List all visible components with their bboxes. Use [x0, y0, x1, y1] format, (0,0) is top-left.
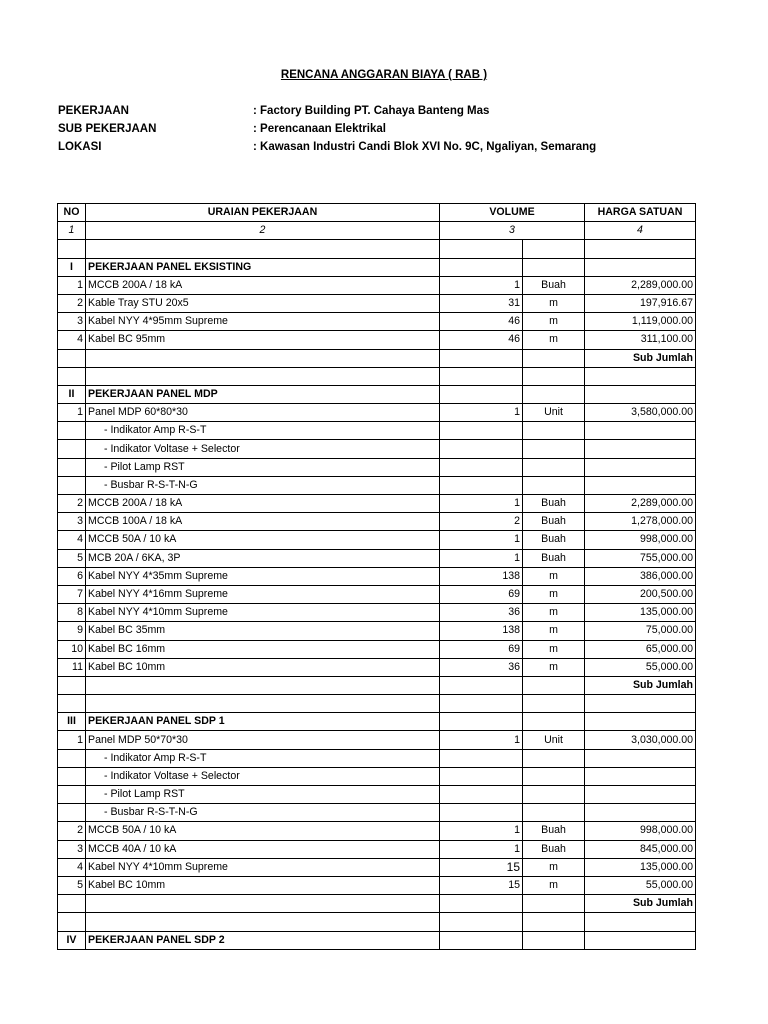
- cell-price: [585, 913, 696, 931]
- cell-unit: m: [523, 658, 585, 676]
- cell-qty: 46: [440, 331, 523, 349]
- table-row: [58, 840, 696, 858]
- cell-price: 75,000.00: [585, 622, 696, 640]
- cell-price: [585, 258, 696, 276]
- cell-price: [585, 476, 696, 494]
- cell-no: 1: [58, 404, 86, 422]
- cell-price: 386,000.00: [585, 567, 696, 585]
- cell-unit: m: [523, 313, 585, 331]
- cell-unit: [523, 767, 585, 785]
- cell-qty: 1: [440, 840, 523, 858]
- cell-price: 3,580,000.00: [585, 404, 696, 422]
- cell-price: 197,916.67: [585, 294, 696, 312]
- cell-price: [585, 422, 696, 440]
- cell-qty: 1: [440, 549, 523, 567]
- cell-desc: MCCB 100A / 18 kA: [86, 513, 440, 531]
- cell-unit: [523, 458, 585, 476]
- cell-price: [585, 767, 696, 785]
- cell-desc: [86, 367, 440, 385]
- cell-desc: MCCB 200A / 18 kA: [86, 276, 440, 294]
- table-row: [58, 658, 696, 676]
- cell-price: 55,000.00: [585, 876, 696, 894]
- cell-price: [585, 440, 696, 458]
- table-number-row: [58, 222, 696, 240]
- cell-no: [58, 767, 86, 785]
- cell-qty: 36: [440, 658, 523, 676]
- cell-qty: [440, 695, 523, 713]
- table-row: [58, 786, 696, 804]
- cell-unit: [523, 240, 585, 258]
- cell-no: 2: [58, 822, 86, 840]
- cell-qty: [440, 931, 523, 949]
- cell-no: I: [58, 258, 86, 276]
- cell-unit: [523, 931, 585, 949]
- cell-qty: 2: [440, 513, 523, 531]
- cell-no: 3: [58, 513, 86, 531]
- cell-desc: Kabel BC 10mm: [86, 658, 440, 676]
- cell-qty: 138: [440, 567, 523, 585]
- cell-no: 8: [58, 604, 86, 622]
- section-row: [58, 258, 696, 276]
- table-row: [58, 604, 696, 622]
- blank-row: [58, 240, 696, 258]
- cell-price: 200,500.00: [585, 585, 696, 603]
- header-number-no: 1: [58, 222, 86, 240]
- cell-desc: Kabel NYY 4*10mm Supreme: [86, 858, 440, 876]
- table-row: [58, 495, 696, 513]
- cell-price: 2,289,000.00: [585, 276, 696, 294]
- cell-desc: PEKERJAAN PANEL EKSISTING: [86, 258, 440, 276]
- cell-no: III: [58, 713, 86, 731]
- cell-no: [58, 913, 86, 931]
- table-row: [58, 585, 696, 603]
- subtotal-row: [58, 895, 696, 913]
- cell-unit: [523, 749, 585, 767]
- cell-unit: Unit: [523, 404, 585, 422]
- table-row: [58, 404, 696, 422]
- subtotal-row: [58, 676, 696, 694]
- cell-qty: 1: [440, 531, 523, 549]
- subtotal-row: [58, 349, 696, 367]
- cell-qty: [440, 749, 523, 767]
- cell-desc: PEKERJAAN PANEL SDP 1: [86, 713, 440, 731]
- cell-unit: Buah: [523, 495, 585, 513]
- meta-value: : Factory Building PT. Cahaya Banteng Mas: [253, 105, 490, 117]
- cell-price: Sub Jumlah: [585, 676, 696, 694]
- table-row: [58, 276, 696, 294]
- cell-qty: [440, 476, 523, 494]
- cell-desc: [86, 676, 440, 694]
- cell-desc: - Indikator Amp R-S-T: [86, 422, 440, 440]
- cell-desc: Kabel BC 95mm: [86, 331, 440, 349]
- table-row: [58, 422, 696, 440]
- cell-price: [585, 240, 696, 258]
- cell-price: 755,000.00: [585, 549, 696, 567]
- cell-unit: [523, 422, 585, 440]
- cell-unit: Unit: [523, 731, 585, 749]
- cell-no: 11: [58, 658, 86, 676]
- cell-unit: [523, 913, 585, 931]
- cell-unit: Buah: [523, 840, 585, 858]
- cell-desc: Kabel BC 16mm: [86, 640, 440, 658]
- cell-qty: 36: [440, 604, 523, 622]
- cell-qty: [440, 804, 523, 822]
- table-row: [58, 513, 696, 531]
- cell-qty: [440, 458, 523, 476]
- table-row: [58, 731, 696, 749]
- rab-table: [57, 203, 696, 950]
- cell-unit: m: [523, 331, 585, 349]
- cell-no: IV: [58, 931, 86, 949]
- cell-desc: Kabel NYY 4*16mm Supreme: [86, 585, 440, 603]
- cell-price: 135,000.00: [585, 858, 696, 876]
- table-row: [58, 804, 696, 822]
- cell-no: 3: [58, 840, 86, 858]
- cell-qty: [440, 895, 523, 913]
- cell-desc: Kable Tray STU 20x5: [86, 294, 440, 312]
- cell-desc: Panel MDP 50*70*30: [86, 731, 440, 749]
- cell-price: 1,119,000.00: [585, 313, 696, 331]
- cell-qty: [440, 258, 523, 276]
- header-no: NO: [58, 204, 86, 222]
- header-number-volume: 3: [440, 222, 585, 240]
- cell-unit: [523, 476, 585, 494]
- cell-desc: - Busbar R-S-T-N-G: [86, 804, 440, 822]
- cell-unit: [523, 349, 585, 367]
- meta-value: : Perencanaan Elektrikal: [253, 123, 386, 135]
- cell-qty: [440, 676, 523, 694]
- cell-qty: [440, 786, 523, 804]
- cell-no: 4: [58, 858, 86, 876]
- cell-no: 10: [58, 640, 86, 658]
- cell-unit: m: [523, 876, 585, 894]
- cell-desc: Panel MDP 60*80*30: [86, 404, 440, 422]
- blank-row: [58, 367, 696, 385]
- cell-no: [58, 749, 86, 767]
- cell-qty: 1: [440, 495, 523, 513]
- table-row: [58, 531, 696, 549]
- cell-price: Sub Jumlah: [585, 895, 696, 913]
- cell-price: 311,100.00: [585, 331, 696, 349]
- cell-unit: m: [523, 567, 585, 585]
- cell-price: Sub Jumlah: [585, 349, 696, 367]
- cell-no: 1: [58, 276, 86, 294]
- table-row: [58, 767, 696, 785]
- cell-price: [585, 931, 696, 949]
- meta-label: PEKERJAAN: [58, 105, 129, 117]
- cell-desc: MCB 20A / 6KA, 3P: [86, 549, 440, 567]
- cell-unit: m: [523, 604, 585, 622]
- cell-no: 6: [58, 567, 86, 585]
- cell-price: [585, 713, 696, 731]
- cell-desc: MCCB 50A / 10 kA: [86, 531, 440, 549]
- cell-unit: [523, 695, 585, 713]
- cell-no: [58, 422, 86, 440]
- cell-unit: m: [523, 294, 585, 312]
- cell-unit: m: [523, 622, 585, 640]
- cell-price: [585, 458, 696, 476]
- cell-price: [585, 786, 696, 804]
- table-row: [58, 440, 696, 458]
- section-row: [58, 931, 696, 949]
- table-header-row: [58, 204, 696, 222]
- cell-qty: 31: [440, 294, 523, 312]
- cell-desc: [86, 695, 440, 713]
- cell-qty: 15: [440, 876, 523, 894]
- cell-no: 1: [58, 731, 86, 749]
- cell-qty: [440, 713, 523, 731]
- cell-desc: PEKERJAAN PANEL MDP: [86, 385, 440, 403]
- cell-qty: 1: [440, 276, 523, 294]
- cell-qty: 138: [440, 622, 523, 640]
- cell-unit: Buah: [523, 822, 585, 840]
- header-desc: URAIAN PEKERJAAN: [86, 204, 440, 222]
- cell-price: 3,030,000.00: [585, 731, 696, 749]
- cell-desc: [86, 913, 440, 931]
- cell-no: [58, 676, 86, 694]
- cell-unit: [523, 895, 585, 913]
- cell-desc: - Busbar R-S-T-N-G: [86, 476, 440, 494]
- cell-no: [58, 349, 86, 367]
- cell-unit: [523, 440, 585, 458]
- table-row: [58, 749, 696, 767]
- cell-unit: [523, 385, 585, 403]
- cell-price: 135,000.00: [585, 604, 696, 622]
- cell-desc: Kabel NYY 4*10mm Supreme: [86, 604, 440, 622]
- table-row: [58, 458, 696, 476]
- cell-desc: MCCB 200A / 18 kA: [86, 495, 440, 513]
- cell-price: [585, 367, 696, 385]
- cell-desc: Kabel NYY 4*95mm Supreme: [86, 313, 440, 331]
- cell-no: 2: [58, 495, 86, 513]
- cell-desc: - Indikator Voltase + Selector: [86, 440, 440, 458]
- cell-qty: 15: [440, 858, 523, 876]
- header-number-desc: 2: [86, 222, 440, 240]
- table-row: [58, 549, 696, 567]
- cell-unit: [523, 713, 585, 731]
- table-row: [58, 313, 696, 331]
- cell-desc: [86, 349, 440, 367]
- cell-desc: MCCB 50A / 10 kA: [86, 822, 440, 840]
- cell-desc: [86, 240, 440, 258]
- cell-qty: [440, 422, 523, 440]
- cell-no: [58, 458, 86, 476]
- table-row: [58, 876, 696, 894]
- cell-qty: [440, 767, 523, 785]
- cell-qty: 46: [440, 313, 523, 331]
- cell-price: [585, 385, 696, 403]
- cell-price: 998,000.00: [585, 531, 696, 549]
- section-row: [58, 713, 696, 731]
- cell-price: 998,000.00: [585, 822, 696, 840]
- cell-qty: [440, 440, 523, 458]
- table-row: [58, 476, 696, 494]
- cell-no: 5: [58, 549, 86, 567]
- meta-label: SUB PEKERJAAN: [58, 123, 157, 135]
- cell-desc: - Pilot Lamp RST: [86, 458, 440, 476]
- section-row: [58, 385, 696, 403]
- cell-unit: [523, 786, 585, 804]
- cell-no: 7: [58, 585, 86, 603]
- cell-unit: Buah: [523, 513, 585, 531]
- page-title: RENCANA ANGGARAN BIAYA ( RAB ): [280, 69, 488, 81]
- cell-no: 2: [58, 294, 86, 312]
- table-row: [58, 567, 696, 585]
- cell-desc: PEKERJAAN PANEL SDP 2: [86, 931, 440, 949]
- cell-qty: 69: [440, 640, 523, 658]
- cell-no: [58, 804, 86, 822]
- table-row: [58, 640, 696, 658]
- cell-price: 2,289,000.00: [585, 495, 696, 513]
- cell-no: 9: [58, 622, 86, 640]
- cell-qty: 69: [440, 585, 523, 603]
- cell-desc: - Indikator Voltase + Selector: [86, 767, 440, 785]
- cell-desc: Kabel NYY 4*35mm Supreme: [86, 567, 440, 585]
- cell-unit: m: [523, 640, 585, 658]
- cell-unit: m: [523, 585, 585, 603]
- cell-qty: 1: [440, 731, 523, 749]
- cell-desc: - Indikator Amp R-S-T: [86, 749, 440, 767]
- cell-price: 1,278,000.00: [585, 513, 696, 531]
- cell-unit: m: [523, 858, 585, 876]
- cell-unit: Buah: [523, 549, 585, 567]
- header-volume: VOLUME: [440, 204, 585, 222]
- cell-price: [585, 804, 696, 822]
- table-row: [58, 822, 696, 840]
- table-row: [58, 858, 696, 876]
- table-row: [58, 622, 696, 640]
- cell-unit: [523, 367, 585, 385]
- cell-no: [58, 367, 86, 385]
- cell-unit: [523, 676, 585, 694]
- cell-price: 845,000.00: [585, 840, 696, 858]
- header-number-price: 4: [585, 222, 696, 240]
- cell-qty: [440, 913, 523, 931]
- table-row: [58, 331, 696, 349]
- cell-desc: - Pilot Lamp RST: [86, 786, 440, 804]
- cell-qty: [440, 385, 523, 403]
- cell-qty: 1: [440, 822, 523, 840]
- blank-row: [58, 695, 696, 713]
- cell-no: [58, 895, 86, 913]
- cell-no: [58, 240, 86, 258]
- cell-unit: [523, 804, 585, 822]
- header-price: HARGA SATUAN: [585, 204, 696, 222]
- cell-no: [58, 695, 86, 713]
- cell-desc: Kabel BC 35mm: [86, 622, 440, 640]
- cell-desc: Kabel BC 10mm: [86, 876, 440, 894]
- cell-desc: [86, 895, 440, 913]
- cell-no: 5: [58, 876, 86, 894]
- cell-unit: [523, 258, 585, 276]
- cell-price: 65,000.00: [585, 640, 696, 658]
- cell-no: [58, 476, 86, 494]
- cell-no: [58, 440, 86, 458]
- cell-no: 4: [58, 531, 86, 549]
- cell-unit: Buah: [523, 531, 585, 549]
- cell-no: 4: [58, 331, 86, 349]
- cell-qty: 1: [440, 404, 523, 422]
- cell-price: [585, 749, 696, 767]
- cell-qty: [440, 349, 523, 367]
- meta-value: : Kawasan Industri Candi Blok XVI No. 9C, Ngaliyan, Semarang: [253, 141, 597, 153]
- cell-qty: [440, 367, 523, 385]
- cell-no: II: [58, 385, 86, 403]
- cell-no: 3: [58, 313, 86, 331]
- cell-no: [58, 786, 86, 804]
- cell-qty: [440, 240, 523, 258]
- meta-label: LOKASI: [58, 141, 102, 153]
- cell-price: [585, 695, 696, 713]
- table-row: [58, 294, 696, 312]
- cell-desc: MCCB 40A / 10 kA: [86, 840, 440, 858]
- cell-price: 55,000.00: [585, 658, 696, 676]
- blank-row: [58, 913, 696, 931]
- cell-unit: Buah: [523, 276, 585, 294]
